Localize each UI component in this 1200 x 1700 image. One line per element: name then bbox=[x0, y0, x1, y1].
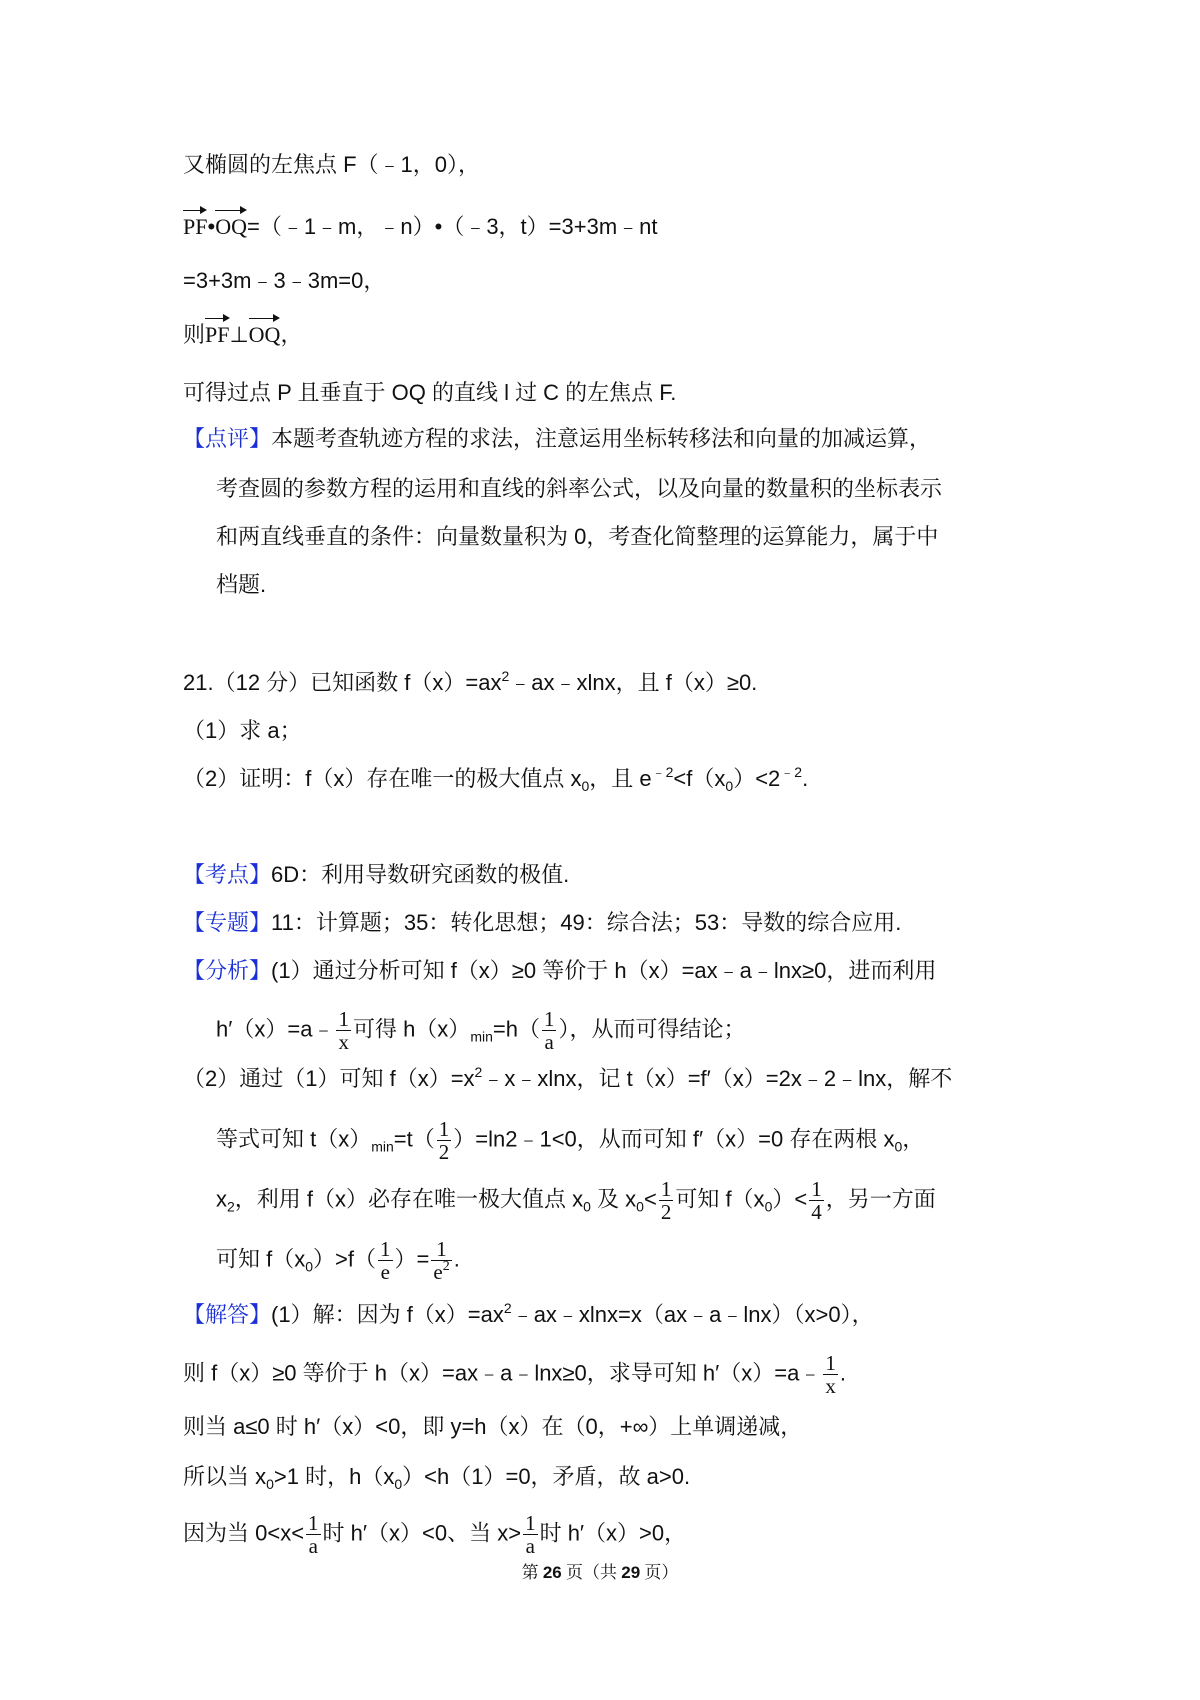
text-line: 又椭圆的左焦点 F（﹣1，0）， bbox=[183, 152, 481, 177]
topic-tag: 【专题】 bbox=[183, 910, 272, 935]
fraction: $\frac{1}{a}$ bbox=[543, 1007, 555, 1054]
fraction: $\frac{1}{a}$ bbox=[525, 1511, 536, 1558]
text-line: 考查圆的参数方程的运用和直线的斜率公式，以及向量的数量积的坐标表示 bbox=[216, 476, 943, 501]
vector-oq: OQ bbox=[215, 212, 247, 242]
solution-line: 所以当 $x_0>1$ 时，$h(x_0)<h(1)=0$，矛盾，故 a>0. bbox=[183, 1464, 691, 1492]
fraction: $\frac{1}{e}$ bbox=[380, 1237, 391, 1284]
page-footer: 第 26 页（共 29 页） bbox=[521, 1563, 679, 1582]
knowledge-tag: 【考点】 bbox=[183, 862, 272, 887]
fraction: $\frac{1}{a}$ bbox=[308, 1511, 319, 1558]
vector-pf: PF bbox=[183, 212, 207, 242]
solution-tag: 【解答】 bbox=[183, 1302, 272, 1327]
solution-line: 因为当 0<x< $\frac{1}{a}$ 时 h′（x）<0、当 x> $\frac{1}{a}$ 时 h′（x）>0， bbox=[183, 1511, 687, 1558]
analysis-line: h′（x）=a﹣ $\frac{1}{x}$ 可得 $h(x)_{min}=h$（ $\frac{1}{a}$ ），从而可得结论； bbox=[216, 1007, 746, 1054]
knowledge-point: 【考点】6D：利用导数研究函数的极值. bbox=[183, 862, 570, 887]
solution-line: 则 f（x）≥0 等价于 h（x）=ax﹣a﹣lnx≥0，求导可知 h′（x）=a﹣ $\frac{1}{x}$ . bbox=[183, 1351, 846, 1398]
text-line: =3+3m﹣3﹣3m=0， bbox=[183, 268, 386, 293]
review-tag: 【点评】 bbox=[183, 426, 272, 451]
review-section: 【点评】本题考查轨迹方程的求法，注意运用坐标转移法和向量的加减运算， bbox=[183, 426, 932, 451]
text-line: 可得过点 P 且垂直于 OQ 的直线 l 过 C 的左焦点 F. bbox=[183, 380, 677, 405]
fraction: $\frac{1}{2}$ bbox=[438, 1117, 450, 1164]
question-21-title: 21.（12 分）已知函数 $f(x)=ax^2﹣ax﹣xlnx$，且 f（x）≥0. bbox=[183, 668, 758, 695]
page-total: 29 bbox=[621, 1563, 641, 1582]
analysis-line: $x_2$，利用 f（x）必存在唯一极大值点 $x_0$ 及 $x_0<$ $\frac{1}{2}$ 可知 $f(x_0)<$ $\frac{1}{4}$ ，另一方面 bbox=[216, 1177, 936, 1224]
fraction: $\frac{1}{2}$ bbox=[660, 1177, 672, 1224]
analysis-tag: 【分析】 bbox=[183, 958, 272, 983]
text-line: 档题. bbox=[216, 572, 267, 597]
fraction: $\frac{1}{x}$ bbox=[338, 1007, 349, 1054]
vector-oq: OQ bbox=[249, 320, 281, 350]
solution-section: 【解答】(1）解：因为 $f(x)=ax^2﹣ax﹣xlnx=x(ax﹣a﹣\ln x)(x>0)$， bbox=[183, 1300, 874, 1327]
fraction: $\frac{1}{x}$ bbox=[825, 1351, 836, 1398]
analysis-line: （2）通过（1）可知 $f(x)=x^2﹣x﹣xlnx$，记 t（x）=f′（x）=2x﹣2﹣lnx，解不 bbox=[183, 1064, 953, 1091]
question-part-1: （1）求 a； bbox=[183, 718, 302, 743]
analysis-line: 等式可知 $t(x)_{min}=t$（ $\frac{1}{2}$ ）=ln2﹣1<0，从而可知 f′（x）=0 存在两根 $x_0$， bbox=[216, 1117, 925, 1164]
vector-pf: PF bbox=[205, 320, 229, 350]
vector-dot-product-line: PF•OQ=（﹣1﹣m，﹣n）•（﹣3，t）=3+3m﹣nt bbox=[183, 212, 658, 242]
solution-line: 则当 a≤0 时 h′（x）<0，即 y=h（x）在（0，+∞）上单调递减， bbox=[183, 1414, 803, 1439]
analysis-line: 可知 $f(x_0)>f$（ $\frac{1}{e}$ ）= $\frac{1}{e^2}$ . bbox=[216, 1237, 460, 1284]
question-part-2: （2）证明：f（x）存在唯一的极大值点 $x_0$，且 $e^{﹣2}<f(x_0)<2^{﹣2}$. bbox=[183, 764, 809, 794]
topic-line: 【专题】11：计算题；35：转化思想；49：综合法；53：导数的综合应用. bbox=[183, 910, 902, 935]
fraction: $\frac{1}{e^2}$ bbox=[433, 1237, 450, 1284]
text-line: 和两直线垂直的条件：向量数量积为 0，考查化简整理的运算能力，属于中 bbox=[216, 524, 939, 549]
analysis-section: 【分析】(1）通过分析可知 f（x）≥0 等价于 h（x）=ax﹣a﹣lnx≥0，进而利用 bbox=[183, 958, 937, 983]
perpendicular-line: 则PF⊥OQ， bbox=[183, 320, 302, 350]
fraction: $\frac{1}{4}$ bbox=[811, 1177, 822, 1224]
page-number: 26 bbox=[542, 1563, 562, 1582]
